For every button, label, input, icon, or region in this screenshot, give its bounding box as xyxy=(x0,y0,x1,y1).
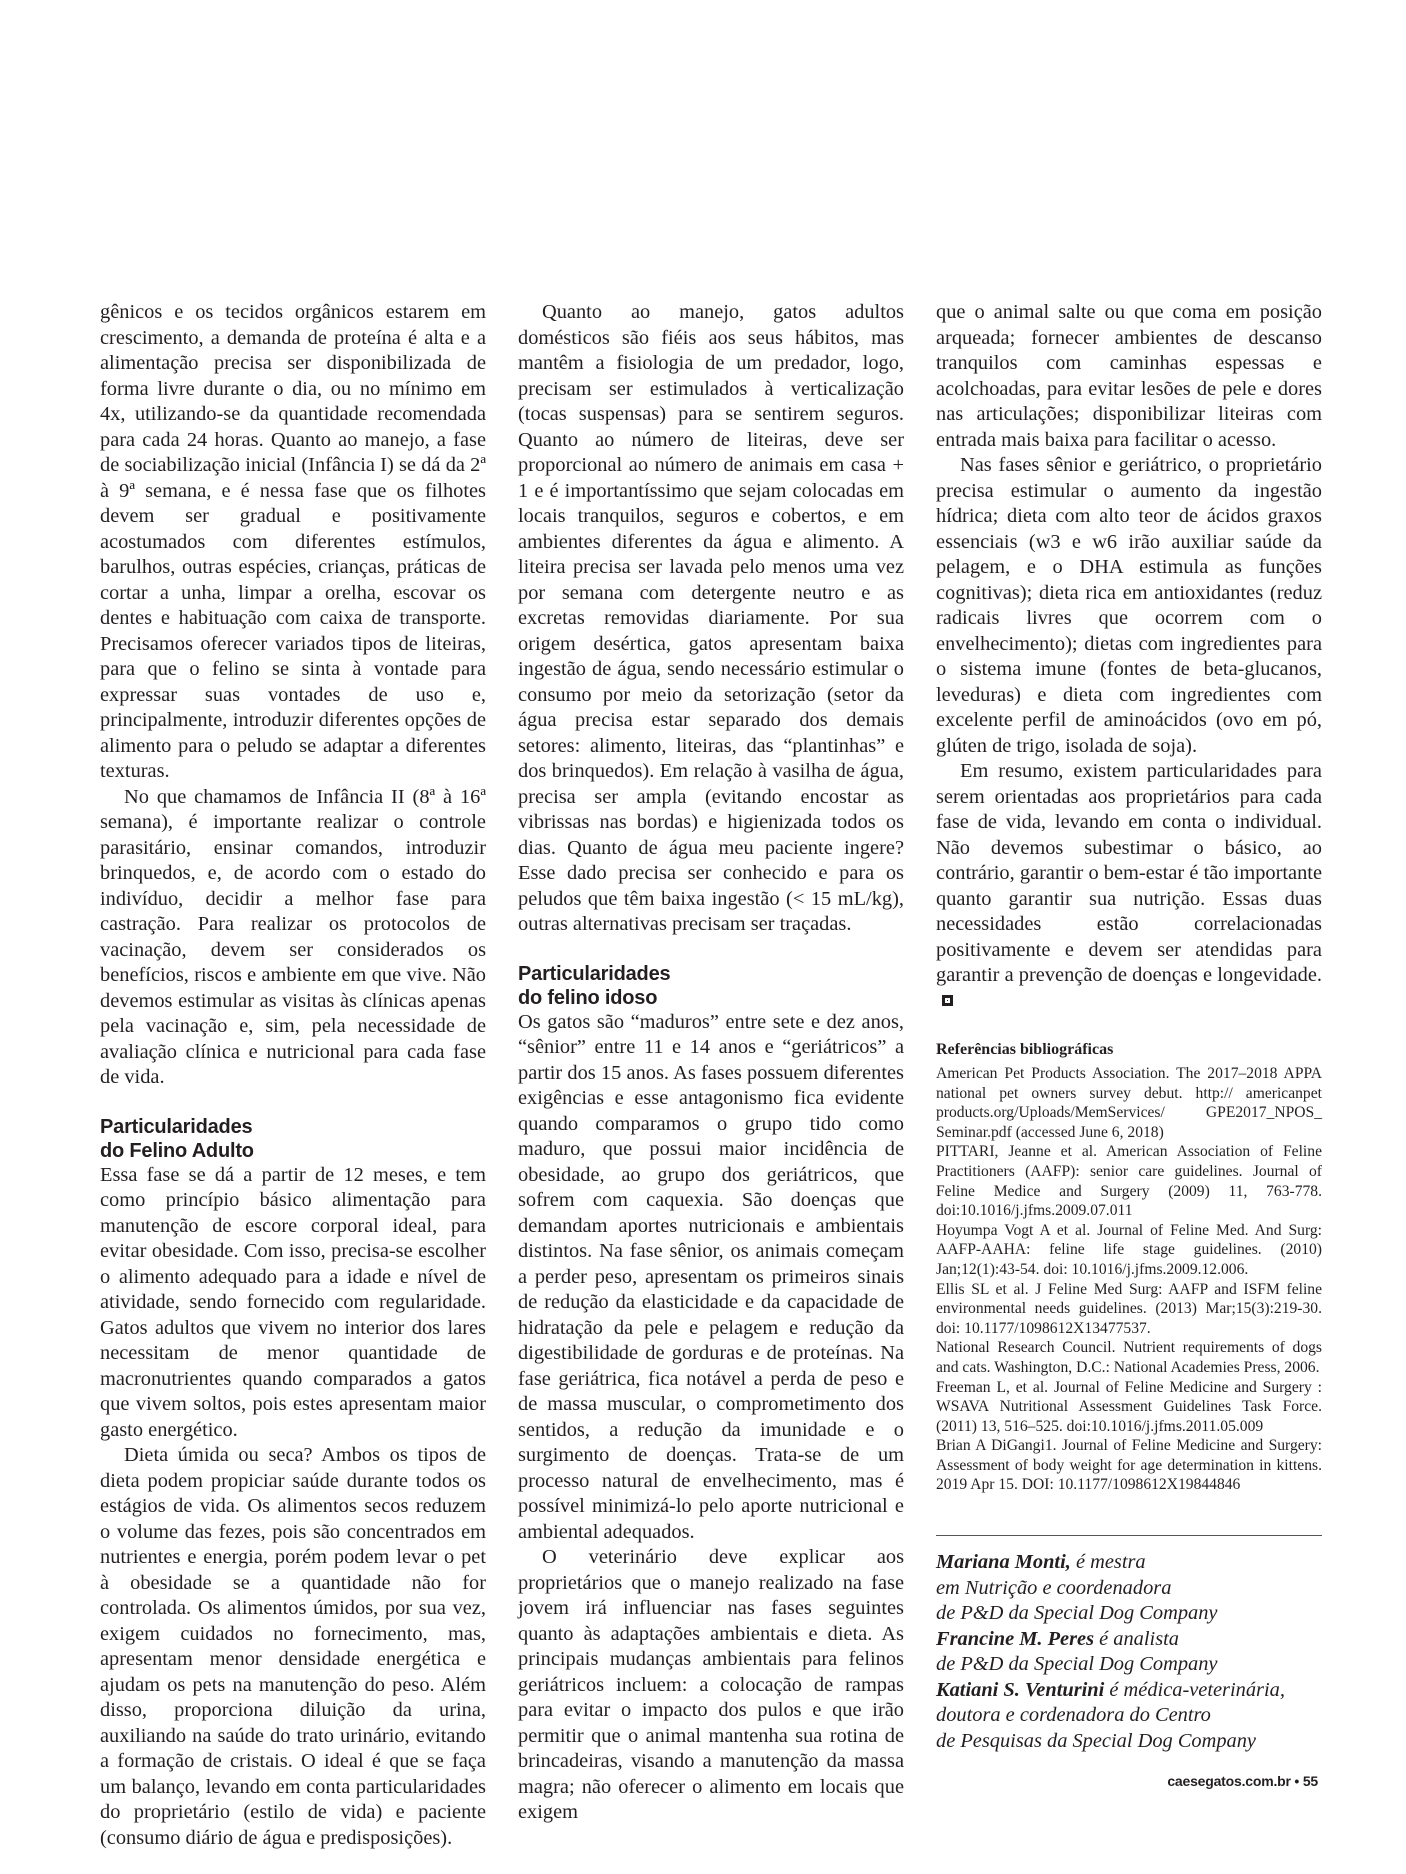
paragraph: Dieta úmida ou seca? Ambos os tipos de dieta podem propiciar saúde durante todos os estágios de vida. Os alimentos secos reduzem o volume das fezes, pois são concentrados em nutrientes e energia, porém podem levar o pet à obesidade se a quantidade não for controlada. Os alimentos úmidos, por sua vez, exigem cuidados no fornecimento, mas, apresentam menor densidade energética e ajudam os pets na manutenção do peso. Além disso, proporciona diluição da urina, auxiliando na saúde do trato urinário, evitando a formação de cristais. O ideal é que se faça um balanço, levando em conta particularidades do proprietário (estilo de vida) e paciente (consumo diário de água e predisposições). xyxy=(100,1444,486,1849)
paragraph: que o animal salte ou que coma em posição arqueada; fornecer ambientes de descanso tranquilos com caminhas espessas e acolchoadas, para evitar lesões de pele e dores nas articulações; disponibilizar liteiras com entrada mais baixa para facilitar o acesso. xyxy=(936,301,1322,451)
author-line xyxy=(936,1627,1322,1653)
reference-item: American Pet Products Association. The 2017–2018 APPA national pet owners survey debut. http:// americanpet products.org/Uploads/MemServices/ GPE2017_NPOS_ Seminar.pdf (accessed June 6, 2018) xyxy=(936,1065,1322,1141)
author-line xyxy=(936,1550,1322,1576)
heading-line: do Felino Adulto xyxy=(100,1139,254,1162)
author-name: Katiani S. Venturini xyxy=(936,1678,1105,1701)
author-name: Francine M. Peres xyxy=(936,1627,1095,1650)
author-line xyxy=(936,1678,1322,1704)
section-heading-idoso xyxy=(518,962,904,1010)
reference-item: National Research Council. Nutrient requirements of dogs and cats. Washington, D.C.: National Academies Press, 2006. xyxy=(936,1339,1322,1376)
paragraph: Quanto ao manejo, gatos adultos domésticos são fiéis aos seus hábitos, mas mantêm a fisiologia de um predador, logo, precisam ser estimulados à verticalização (tocas suspensas) para se sentirem seguros. Quanto ao número de liteiras, deve ser proporcional ao número de animais em casa + 1 e é importantíssimo que sejam colocadas em locais tranquilos, seguros e cobertos, e em ambientes diferentes da água e alimento. A liteira precisa ser lavada pelo menos uma vez por semana com detergente neutro e as excretas removidas diariamente. Por sua origem desértica, gatos apresentam baixa ingestão de água, sendo necessário estimular o consumo por meio da setorização (setor da água precisa estar separado dos demais setores: alimento, liteiras, das “plantinhas” e dos brinquedos). Em relação à vasilha de água, precisa ser ampla (evitando encostar as vibrissas nas bordas) e higienizada todos os dias. Quanto de água meu paciente ingere? Esse dado precisa ser conhecido e para os peludos que têm baixa ingestão (< 15 mL/kg), outras alternativas precisam ser traçadas. xyxy=(518,301,904,935)
paragraph: O veterinário deve explicar aos proprietários que o manejo realizado na fase jovem irá influenciar nas fases seguintes quanto às adaptações ambientais e dieta. As principais mudanças ambientais para felinos geriátricos incluem: a colocação de rampas para evitar o impacto dos pulos e que irão permitir que o animal mantenha sua rotina de brincadeiras, visando a manutenção da massa magra; não oferecer o alimento em locais que exigem xyxy=(518,1546,904,1823)
heading-line: do felino idoso xyxy=(518,986,658,1009)
reference-item: PITTARI, Jeanne et al. American Association of Feline Practitioners (AAFP): senior care guidelines. Journal of Feline Medice and Surgery (2009) 11, 763-778. doi:10.1016/j.jfms.2009.07.011 xyxy=(936,1143,1322,1220)
author-line: em Nutrição e coordenadora xyxy=(936,1576,1172,1599)
paragraph: No que chamamos de Infância II (8ª à 16ª semana), é importante realizar o controle parasitário, ensinar comandos, introduzir brinquedos, e, de acordo com o estado do indivíduo, decidir a melhor fase para castração. Para realizar os protocolos de vacinação, devem ser considerados os benefícios, riscos e ambiente em que vive. Não devemos estimular as visitas às clínicas apenas pela vacinação e, sim, pela necessidade de avaliação clínica e nutricional para cada fase de vida. xyxy=(100,785,486,1088)
reference-item: Ellis SL et al. J Feline Med Surg: AAFP and ISFM feline environmental needs guidelines. (2013) Mar;15(3):219-30. doi: 10.1177/1098612X13477537. xyxy=(936,1280,1322,1337)
divider xyxy=(936,1535,1322,1536)
author-line: de Pesquisas da Special Dog Company xyxy=(936,1729,1256,1752)
section-heading-adulto xyxy=(100,1115,486,1163)
author-role: é mestra xyxy=(1070,1551,1146,1574)
author-role: é médica-veterinária, xyxy=(1104,1678,1285,1701)
paragraph: gênicos e os tecidos orgânicos estarem em crescimento, a demanda de proteína é alta e a alimentação precisa ser disponibilizada de forma livre durante o dia, ou no mínimo em 4x, utilizando-se da quantidade recomendada para cada 24 horas. Quanto ao manejo, a fase de sociabilização inicial (Infância I) se dá da 2ª à 9ª semana, e é nessa fase que os filhotes devem ser gradual e positivamente acostumados com diferentes estímulos, barulhos, outras espécies, crianças, práticas de cortar a unha, limpar a orelha, escovar os dentes e habituação com caixa de transporte. Precisamos oferecer variados tipos de liteiras, para que o felino se sinta à vontade para expressar suas vontades de uso e, principalmente, introduzir diferentes opções de alimento para o peludo se adaptar a diferentes texturas. xyxy=(100,301,486,782)
paragraph-text: Em resumo, existem particularidades para serem orientadas aos proprietários para cada fase de vida, levando em conta o individual. Não devemos subestimar o básico, ao contrário, garantir o bem-estar é tão importante quanto garantir sua nutrição. Essas duas necessidades estão correlacionadas positivamente e devem ser atendidas para garantir a prevenção de doenças e longevidade. xyxy=(936,760,1322,986)
paragraph: Nas fases sênior e geriátrico, o proprietário precisa estimular o aumento da ingestão hídrica; dieta com alto teor de ácidos graxos essenciais (w3 e w6 irão auxiliar saúde da pelagem, e o DHA estimula as funções cognitivas); dieta rica em antioxidantes (reduz radicais livres que ocorrem com o envelhecimento); dietas com ingredientes para o sistema imune (fontes de beta-glucanos, leveduras) e dieta com ingredientes com excelente perfil de aminoácidos (ovo em pó, glúten de trigo, isolada de soja). xyxy=(936,454,1322,757)
heading-line: Particularidades xyxy=(100,1115,253,1138)
author-line: de P&D da Special Dog Company xyxy=(936,1653,1218,1676)
heading-line: Particularidades xyxy=(518,962,671,985)
paragraph: Os gatos são “maduros” entre sete e dez anos, “sênior” entre 11 e 14 anos e “geriátricos” a partir dos 15 anos. As fases possuem diferentes exigências e esse antagonismo fica evidente quando comparamos o grupo tido como maduro, que possui maior incidência de obesidade, ao grupo dos geriátricos, que sofrem com caquexia. São doenças que demandam aportes nutricionais e ambientais distintos. Na fase sênior, os animais começam a perder peso, apresentam os primeiros sinais de redução da elasticidade e da capacidade de hidratação da pele e pelagem e redução da digestibilidade de gorduras e de proteínas. Na fase geriátrica, fica notável a perda de peso e de massa muscular, o comprometimento dos sentidos, a redução da imunidade e o surgimento de doenças. Trata-se de um processo natural de envelhecimento, mas é possível minimizá-lo pelo aporte nutricional e ambiental adequados. xyxy=(518,1010,904,1543)
author-role: é analista xyxy=(1094,1627,1179,1650)
reference-item: Hoyumpa Vogt A et al. Journal of Feline Med. And Surg: AAFP-AAHA: feline life stage guidelines. (2010) Jan;12(1):43-54. doi: 10.1016/j.jfms.2009.12.006. xyxy=(936,1221,1322,1278)
column-1 xyxy=(100,300,486,1851)
column-2 xyxy=(518,300,904,1826)
references-title: Referências bibliográficas xyxy=(936,1041,1114,1058)
references-list xyxy=(936,1064,1322,1495)
author-credits xyxy=(936,1550,1322,1754)
reference-item: Brian A DiGangi1. Journal of Feline Medicine and Surgery: Assessment of body weight for age determination in kittens. 2019 Apr 15. DOI: 10.1177/1098612X19844846 xyxy=(936,1437,1322,1494)
paragraph: Essa fase se dá a partir de 12 meses, e tem como princípio básico alimentação para manutenção de escore corporal ideal, para evitar obesidade. Com isso, precisa-se escolher o alimento adequado para a idade e nível de atividade, sendo fornecido com regularidade. Gatos adultos que vivem no interior dos lares necessitam de menor quantidade de macronutrientes quando comparados a gatos que vivem soltos, pois estes apresentam maior gasto energético. xyxy=(100,1163,486,1441)
end-of-article-icon xyxy=(942,995,953,1006)
reference-item: Freeman L, et al. Journal of Feline Medicine and Surgery : WSAVA Nutritional Assessment Guidelines Task Force. (2011) 13, 516–525. doi:10.1016/j.jfms.2011.05.009 xyxy=(936,1378,1322,1435)
author-line: doutora e cordenadora do Centro xyxy=(936,1704,1211,1727)
column-3 xyxy=(936,300,1322,1754)
author-line: de P&D da Special Dog Company xyxy=(936,1602,1218,1625)
author-name: Mariana Monti, xyxy=(936,1551,1071,1574)
page-footer[interactable]: caesegatos.com.br • 55 xyxy=(1167,1773,1318,1789)
paragraph-with-endmark xyxy=(936,759,1322,1014)
